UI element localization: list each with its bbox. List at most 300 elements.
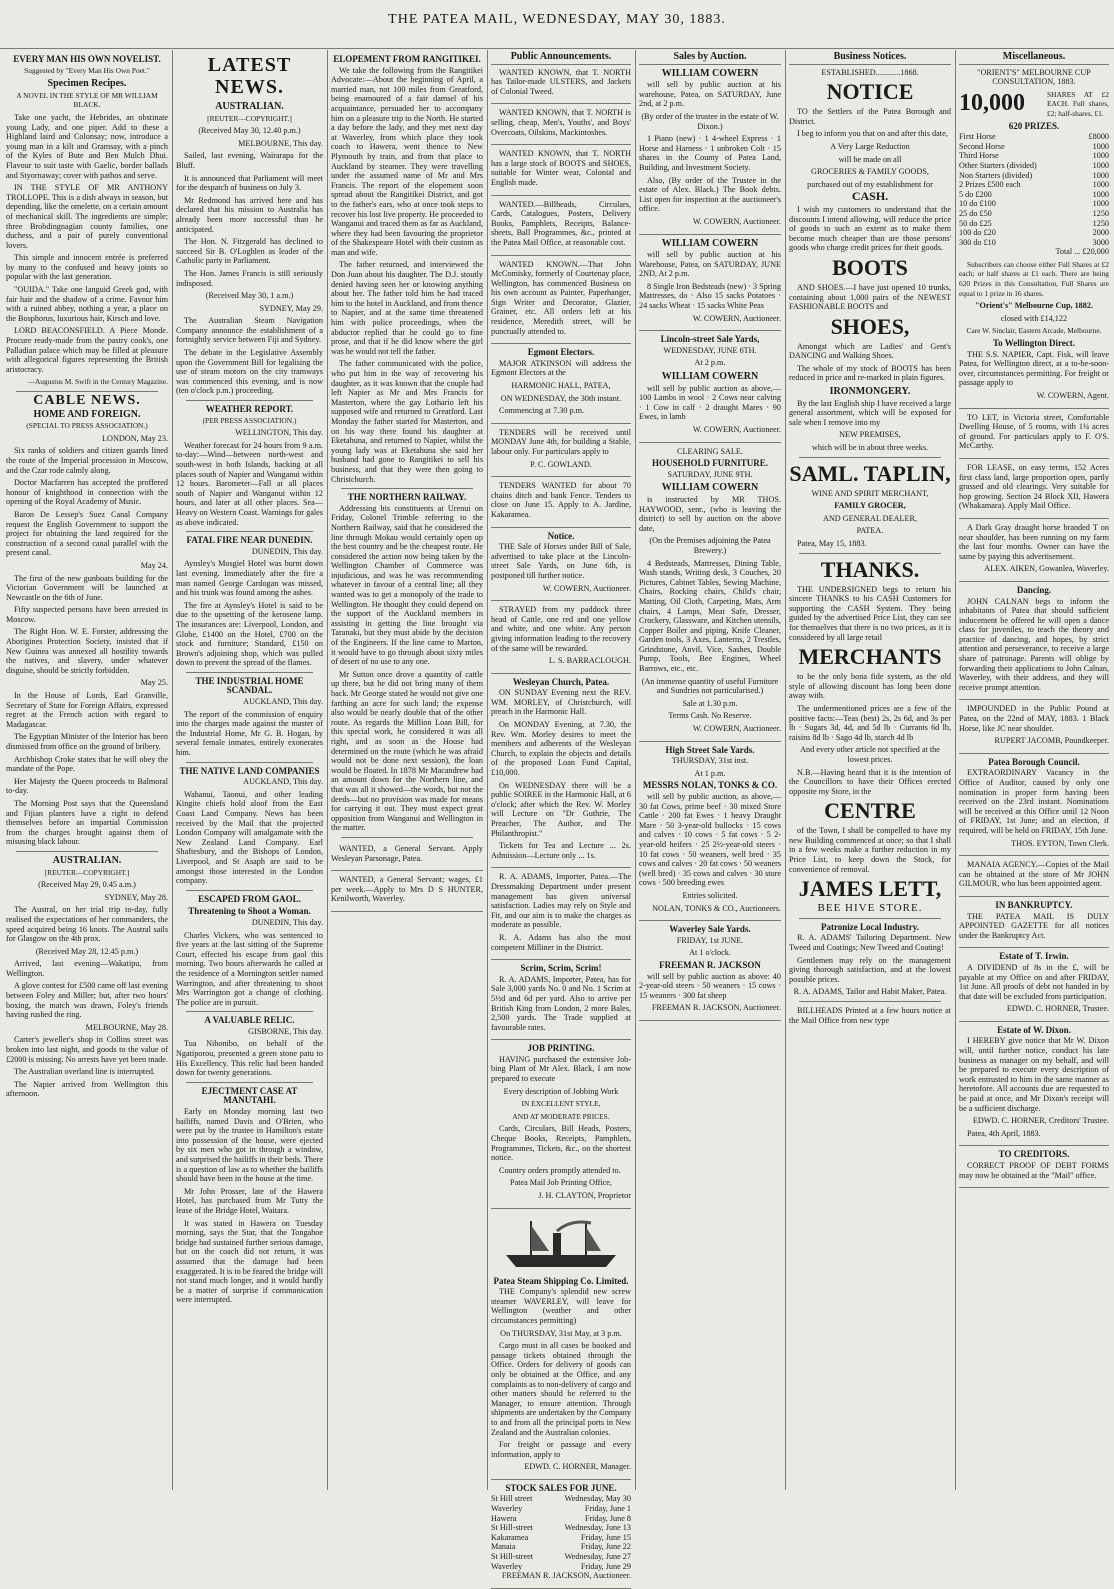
- paragraph: The whole of my stock of BOOTS has been reduced in price and re-marked in plain figures.: [789, 363, 951, 383]
- paragraph: At 1 p.m.: [694, 768, 726, 778]
- paragraph: Tickets for Tea and Lecture ... 2s. Admission—Lecture only ... 1s.: [491, 841, 631, 860]
- stock-row-value: Friday, June 22: [580, 1542, 631, 1552]
- section-heading: THE NATIVE LAND COMPANIES: [179, 765, 320, 776]
- paragraph: The father communicated with the police, who put him in the way of recovering his daughter, as it was known that the couple had left Napier as Mr and Mrs Francis for Masterton, where the gay Lothario left his supposed wife and returned to Greatford. Last Monday the father started for Masterton, and on his way there found his daughter at Eketahuna, and returned to Napier, whilst the young lady was at Eketahuna she said her husband had gone to Rangitikei to sell his business, and that they were then going to Christchurch.: [331, 359, 483, 484]
- ad: [491, 481, 631, 527]
- ad: [491, 1484, 631, 1589]
- ad-heading: High Street Sale Yards.: [665, 744, 755, 755]
- paragraph: WANTED KNOWN.—That John McComisky, formerly of Courtenay place, Wellington, has commenced Business on his own account as Painter, Paperhanger, Sign Writer and Decorator, Glazier, Grainer, etc. All orders left at his residence, Meredith street, will be punctually attended to.: [491, 259, 631, 336]
- signature: J. H. CLAYTON, Proprietor: [538, 1191, 631, 1200]
- stock-row-label: Manaia: [491, 1542, 516, 1552]
- column-rule: [327, 50, 328, 1490]
- paragraph: Archbishop Croke states that he will obey the mandate of the Pope.: [6, 754, 168, 774]
- separator: [16, 391, 158, 392]
- paragraph: BILLHEADS Printed at a few hours notice at the Mail Office from new type: [789, 1006, 951, 1025]
- column-rule: [635, 50, 636, 1490]
- prize-row: [959, 219, 1109, 229]
- paragraph: THE UNDERSIGNED begs to return his sincere THANKS to his CASH Customers for supporting the CASH System. They being guided by the advertised Price List, they can see for themselves that there is no two prices, as it is considered by all large retail: [789, 584, 951, 642]
- paragraph: The father returned, and interviewed the Don Juan about his daughter. The D.J. stoutly denied having seen her or knowing anything about her. The father told him he had traced him to the hotel in Auckland, and from thence to Napier, and at the same time threatened him with police proceedings, when the abductor replied that he could go to fine prose, and that if he did know where the girl was he would not tell the father.: [331, 260, 483, 356]
- paragraph: Amongst which are Ladies' and Gent's DANCING and Walking Shoes.: [789, 341, 951, 361]
- dateline: May 25.: [140, 678, 168, 688]
- ad-heading: IN BANKRUPTCY.: [995, 899, 1073, 910]
- paragraph: A Dark Gray draught horse branded T on near shoulder, has been running on my farm the last four months. Owner can have the same by paying this advertisement.: [959, 522, 1109, 561]
- paragraph: is instructed by MR THOS. HAYWOOD, senr., (who is leaving the district) to sell by auction on the above date,: [639, 494, 781, 533]
- dateline: SYDNEY, May 28.: [104, 892, 168, 902]
- prize-row-label: Non Starters (divided): [959, 170, 1033, 180]
- ad-heading: Notice.: [547, 530, 575, 541]
- ad: [639, 746, 781, 922]
- prize-row-value: 1250: [1092, 208, 1109, 218]
- separator: [799, 457, 941, 458]
- paragraph: A glove contest for £500 came off last evening between Foley and Miller; but, after two hours' boxing, the match was drawn, Foley's friends having rushed the ring.: [6, 981, 168, 1020]
- stock-row: [491, 1552, 631, 1562]
- ad-heading: To Wellington Direct.: [992, 338, 1076, 349]
- paragraph: closed with £14,122: [1000, 313, 1068, 323]
- paragraph: Addressing his constituents at Urenui on Friday, Colonel Trimble referring to the Northern Railway, said that he considered the line through Mokau would certainly open up the best country and be the cheapest route. He considered the action now being taken by the Wellington Chamber of Commerce was injudicious, and was he was recommending whatever in favour of a central line; all they wanted was to get a monopoly of the trade to Wellington. He thought they could depend on the support of the Auckland members in assisting in getting the line brought via Taranaki, but they must abide by the decision of the Engineers. If the line came to Marton, it would have to go through about sixty miles of desert of no use to any one.: [331, 503, 483, 667]
- dateline: WELLINGTON, This day.: [235, 428, 323, 438]
- column-heading: Business Notices.: [789, 52, 951, 65]
- paragraph: WANTED.—Billheads, Circulars, Cards, Catalogues, Posters, Delivery Books, Pamphlets, Receipts, Balance-sheets, Ball Programmes, &c., printed at the Patea Mail Office, at reasonable cost.: [491, 199, 631, 247]
- ad: [491, 68, 631, 105]
- paragraph: The undermentioned prices are a few of the positive facts:—Teas (best) 2s, 2s 6d, and 3s per lb · Sugars 3d, 4d, and 5d lb · Currants 6d lb, raisins 8d lb · Sago 4d lb, starch 4d lb: [789, 703, 951, 742]
- prize-row: [959, 228, 1109, 238]
- signature: FREEMAN R. JACKSON, Auctioneer.: [651, 1003, 781, 1013]
- prize-row: [959, 199, 1109, 209]
- paragraph: SATURDAY, JUNE 9TH.: [667, 469, 753, 479]
- paragraph: (By order of the trustee in the estate of W. Dixon.): [641, 111, 779, 131]
- stock-sales-list: [491, 1494, 631, 1571]
- ad: [959, 586, 1109, 701]
- paragraph: ON SUNDAY Evening next the REV. WM. MORLEY, of Christchurch, will preach in the Harmonic Hall.: [491, 688, 631, 717]
- cable-news-heading: CABLE NEWS.: [33, 393, 141, 408]
- paragraph: Fifty suspected persons have been arrested in Moscow.: [6, 605, 168, 624]
- paragraph: HAVING purchased the extensive Job-bing Plant of Mr Alex. Black, I am now prepared to execute: [491, 1054, 631, 1084]
- stock-row-value: Friday, June 15: [580, 1532, 631, 1542]
- ad: [959, 704, 1109, 753]
- signature: EDWD. C. HORNER, Manager.: [524, 1462, 631, 1472]
- separator: [186, 890, 313, 891]
- paragraph: This simple and innocent entrée is preferred by many to the confused and heavy joints so popular with the last generation.: [6, 253, 168, 282]
- paragraph: Arrived, last evening—Wakatipu, from Wellington.: [6, 959, 168, 978]
- paragraph: Baron De Lessep's Suez Canal Company request the English Government to support the project for obtaining the land required for the construction of a second canal parallel with the present canal.: [6, 509, 168, 558]
- display-heading: THANKS.: [820, 556, 920, 582]
- ad: [491, 1044, 631, 1208]
- display-heading: SHOES,: [830, 313, 910, 339]
- credit: (PER PRESS ASSOCIATION.): [202, 415, 297, 425]
- stock-row-value: Friday, June 8: [584, 1513, 631, 1523]
- stock-row-label: St Hill-street: [491, 1523, 534, 1533]
- paragraph: By the last English ship I have received a large general assortment, which will be exposed for sale when I remove into my: [789, 398, 951, 427]
- paragraph: Six ranks of soldiers and citizen guards lined the route of the Imperial procession in Moscow, and the Czar rode calmly along.: [6, 446, 168, 475]
- paragraph: A Very Large Reduction: [830, 141, 910, 151]
- paragraph: AND AT MODERATE PRICES.: [512, 1111, 610, 1121]
- separator: [16, 851, 158, 852]
- separator: [186, 1082, 313, 1083]
- paragraph: IN EXCELLENT STYLE,: [521, 1099, 601, 1109]
- ad: [491, 260, 631, 345]
- ad-heading: MESSRS NOLAN, TONKS & CO.: [642, 780, 778, 791]
- dateline: AUCKLAND, This day.: [243, 697, 323, 707]
- ad: [639, 335, 781, 442]
- ad: [959, 413, 1109, 459]
- prize-list: [959, 132, 1109, 247]
- column-rule: [955, 50, 956, 1490]
- stock-row-value: Wednesday, June 27: [564, 1552, 631, 1562]
- signature: W. COWERN, Auctioneer.: [692, 724, 781, 734]
- signature: NOLAN, TONKS & CO., Auctioneers.: [652, 903, 781, 913]
- stock-row-value: Wednesday, June 13: [564, 1523, 631, 1533]
- paragraph: ESTABLISHED............1868.: [821, 67, 919, 77]
- prize-row-value: 3000: [1092, 237, 1109, 247]
- dateline: DUNEDIN, This day.: [251, 917, 323, 927]
- paragraph: The debate in the Legislative Assembly upon the Government Bill for legalising the use of steam motors on the city tramways was commenced this evening, and is now (ten o'clock p.m.) proceeding.: [176, 348, 323, 396]
- paragraph: JOHN CALNAN begs to inform the inhabitants of Patea that should sufficient inducement be offered he will open a dance class for juveniles, to teach the theory and practice of dancing, and hopes, by strict attention and perseverance, to receive a large share of patronage. Parents will oblige by forwarding their applications to John Calnan, Waverley, with their address, and they will receive prompt attention.: [959, 596, 1109, 692]
- separator: [186, 531, 313, 532]
- display-heading: MERCHANTS: [798, 644, 942, 670]
- prize-row: [959, 171, 1109, 181]
- ad: [959, 1150, 1109, 1188]
- paragraph: Commencing at 7.30 p.m.: [499, 406, 585, 416]
- column-5: [639, 52, 781, 1492]
- paragraph: THURSDAY, 31st inst.: [671, 756, 749, 766]
- ad: [959, 758, 1109, 856]
- ad-heading: WILLIAM COWERN: [661, 371, 759, 383]
- paragraph: "ORIENT'S" MELBOURNE CUP CONSULTATION, 1883.: [977, 67, 1091, 87]
- paragraph: R. A. ADAMS, Importer, Patea, has for Sale 3,000 yards No. 0 and No. 1 Scrim at 5½d and 6d per yard. Also to arrive per British King from London, 2 more Bales, 2,500 yards. The Trade supplied at favourable rates.: [491, 974, 631, 1032]
- paragraph: TO the Settlers of the Patea Borough and District.: [789, 107, 951, 126]
- paragraph: The Hon. N. Fitzgerald has declined to succeed Sir B. O'Loghlen as leader of the Catholic party in Parliament.: [176, 237, 323, 266]
- column-7: [959, 52, 1109, 1492]
- ad-heading: Waverley Sale Yards.: [669, 924, 751, 935]
- stock-row: [491, 1542, 631, 1552]
- paragraph: (An immense quantity of useful Furniture and Sundries not particularised.): [641, 676, 779, 696]
- display-heading: JAMES LETT,: [798, 876, 942, 902]
- paragraph: Subscribers can choose either Full Shares at £2 each; or half shares at £1 each. There are being 620 Prizes in this Consultation, Full Shares are equal to 1 prize in 16 shares.: [959, 259, 1109, 298]
- paragraph: NEW PREMISES,: [839, 430, 901, 440]
- article-title: EVERY MAN HIS OWN NOVELIST.: [13, 54, 161, 64]
- paragraph: TENDERS will be received until MONDAY June 4th, for building a Stable, labour only. For particulars apply to: [491, 427, 631, 456]
- separator: [341, 837, 473, 838]
- stock-row: [491, 1494, 631, 1504]
- prize-row-value: 1000: [1092, 151, 1109, 161]
- paragraph: The Hon. James Francis is still seriously indisposed.: [176, 268, 323, 288]
- display-heading: BOOTS: [832, 254, 908, 280]
- prize-row-value: 1000: [1092, 160, 1109, 170]
- paragraph: LORD BEACONSFIELD. A Piece Monde. Procure ready-made from the pastry cook's, one Palladian palace which may be filled at pleasure with allegorical figures representing the British aristocracy.: [6, 326, 168, 374]
- masthead-title: THE PATEA MAIL, WEDNESDAY, MAY 30, 1883.: [388, 12, 726, 27]
- prize-row: [959, 190, 1109, 200]
- ad: [491, 532, 631, 602]
- paragraph: On THURSDAY, 31st May, at 3 p.m.: [500, 1328, 622, 1338]
- paragraph: "OUIDA." Take one languid Greek god, with fair hair and the shadow of a crime. Favour him with a ruined abbey, nothing a year, a place on the Bosphorus, luxurious hair, Kirsch and love.: [6, 285, 168, 323]
- paragraph: Cargo must in all cases be booked and passage tickets obtained through the Office. Orders for delivery of goods can only be obtained at the Office, and any complaints as to non-delivery of cargo and other matters should be referred to the Manager, to ensure attention. Through shipments are undertaken by the Company to and from all the principal ports in New Zealand and the Australian colonies.: [491, 1341, 631, 1437]
- prize-row-label: 300 do £10: [959, 237, 996, 247]
- shares-note: SHARES AT £2 EACH. Full shares, £2; half-shares, £1.: [1047, 89, 1109, 118]
- signature: EDWD. C. HORNER, Trustee.: [1006, 1004, 1109, 1014]
- ad-heading: FREEMAN R. JACKSON: [659, 959, 761, 970]
- stock-row-label: St Hill street: [491, 1494, 533, 1504]
- stock-row-label: St Hill-street: [491, 1552, 534, 1562]
- paragraph: A DIVIDEND of 8s in the £, will be payable at my Office on and after FRIDAY, 1st June. All proofs of debt not handed in by that date will be excluded from participation.: [959, 962, 1109, 1001]
- section-heading: ELOPEMENT FROM RANGITIKEI.: [333, 54, 481, 64]
- paragraph: IN THE STYLE OF MR ANTHONY TROLLOPE. This is a dish always in season, but depending, like the omelette, on a certain amount of mechanical skill. The ingredients are simple; three Brobdingnagian county families, one duchess, and a pair of purely conventional lovers.: [6, 183, 168, 250]
- separator: [186, 762, 313, 763]
- paragraph: MAJOR ATKINSON will address the Egmont Electors at the: [491, 358, 631, 378]
- paragraph: Sailed, last evening, Wairarapa for the Bluff.: [176, 151, 323, 170]
- separator: [186, 672, 313, 673]
- ad-heading: Scrim, Scrim, Scrim!: [520, 963, 602, 974]
- received-line: (Received May 28, 12.45 p.m.): [35, 946, 139, 956]
- paragraph: purchased out of my establishment for: [807, 179, 933, 189]
- paragraph: WANTED, a General Servant; wages, £1 per week.—Apply to Mrs D S HUNTER, Kenilworth, Waverley.: [331, 875, 483, 904]
- column-rule: [785, 50, 786, 1490]
- signature: ALEX. AIKEN, Gowanlea, Waverley.: [984, 564, 1109, 574]
- section-heading: EJECTMENT CASE AT MANUTAHI.: [201, 1085, 298, 1106]
- prize-row-label: 2 Prizes £500 each: [959, 180, 1021, 190]
- signature: W. COWERN, Auctioneer.: [692, 425, 781, 434]
- prize-row: [959, 151, 1109, 161]
- paragraph: R. A. ADAMS, Importer, Patea.—The Dressmaking Department under present management has given universal satisfaction. Ladies may rely on Style and Fit, and our aim is to make the charges as moderate as possible.: [491, 872, 631, 930]
- wanted-ad: [331, 844, 483, 871]
- signature: L. S. BARRACLOUGH.: [548, 656, 631, 666]
- ad: [491, 872, 631, 960]
- paragraph: which will be in about three weeks.: [811, 443, 929, 453]
- ad: [491, 348, 631, 424]
- attribution: —Augustus M. Swift in the Century Magazine.: [27, 377, 168, 387]
- signature: W. COWERN, Auctioneer.: [692, 313, 781, 323]
- credit: [REUTER—COPYRIGHT.]: [207, 113, 292, 123]
- paragraph: Weather forecast for 24 hours from 9 a.m. to-day:—Wind—between north-west and south-west in both Islands, backing at all places south of Napier and Wanganui within 12 hours. Barometer—Fall at all places south of Napier and Wanganui within 12 hours, and later at all other places. Sea—Heavy on Western Coast. Warnings for gales as above indicated.: [176, 440, 323, 527]
- signature: FREEMAN R. JACKSON, Auctioneer.: [501, 1571, 631, 1581]
- ad-heading: Patronize Local Industry.: [820, 921, 920, 932]
- paragraph: For freight or passage and every information, apply to: [491, 1440, 631, 1459]
- paragraph: 4 Bedsteads, Mattresses, Dining Table, Wash stands, Writing desk, 3 Couches, 20 Pictures, Cabinet Tables, Sewing Machine, Chairs, Rocking chairs, Child's chair, Matting, Oil Cloth, Carpeting, Mats, Arm chairs, 4 Lamps, Meat Safe, Dresser, Crockery, Glassware, and Kitchen utensils, Copper Boiler and piping, Knife Cleaner, Garden tools, 3 Axes, Lanterns, 2 Trestles, Grindstone, Anvil, Vice, Sashes, Double Pump, Tools, Bee Engines, Wheel Barrows, etc., etc.: [639, 558, 781, 674]
- prize-row-label: First Horse: [959, 132, 996, 142]
- column-1: [6, 52, 168, 1492]
- ad-heading: Wesleyan Church, Patea.: [512, 676, 610, 687]
- paragraph: CORRECT PROOF OF DEBT FORMS may now be obtained at the "Mail" office.: [959, 1161, 1109, 1180]
- section-heading: Specimen Recipes.: [47, 78, 127, 90]
- stock-row-value: Wednesday, May 30: [564, 1494, 631, 1504]
- paragraph: On WEDNESDAY there will be a public SOIREE in the Harmonic Hall, at 6 o'clock; after which the Rev. W. Morley will Lecture on "Dr Guthrie, The Preacher, The Author, and The Philanthropist.": [491, 780, 631, 838]
- paragraph: BEE HIVE STORE.: [817, 902, 923, 915]
- ad: [639, 447, 781, 742]
- paragraph: AND SHOES.—I have just opened 10 trunks, containing about 1,000 pairs of the NEWEST FASHIONABLE BOOTS and: [789, 282, 951, 312]
- paragraph: STRAYED from my paddock three head of Cattle, one red and one yellow and white, and one white. Any person giving information leading to the recovery of the same will be rewarded.: [491, 605, 631, 653]
- prize-row: [959, 132, 1109, 142]
- paragraph: FRIDAY, 1st JUNE.: [676, 935, 744, 945]
- prize-row-value: 1250: [1092, 218, 1109, 228]
- dateline: DUNEDIN, This day.: [251, 546, 323, 556]
- paragraph: On MONDAY Evening, at 7.30, the Rev. Wm. Morley desires to meet the members and adherents of the Wesleyan Church, to explain the objects and details of the proposed Loan Fund Capital, £10,000.: [491, 720, 631, 778]
- paragraph: It is announced that Parliament will meet for the despatch of business on July 3.: [176, 173, 323, 193]
- paragraph: ON WEDNESDAY, the 30th instant.: [500, 393, 622, 403]
- paragraph: WINE AND SPIRIT MERCHANT,: [811, 488, 929, 498]
- section-heading: A VALUABLE RELIC.: [204, 1015, 295, 1026]
- prize-row-label: 5 do £200: [959, 189, 992, 199]
- prize-row-value: £8000: [1088, 132, 1109, 142]
- paragraph: Sale at 1.30 p.m.: [682, 698, 738, 708]
- prize-row-label: Third Horse: [959, 151, 999, 161]
- masthead: [0, 4, 1114, 32]
- ad-heading: HOUSEHOLD FURNITURE.: [651, 458, 768, 469]
- display-heading: CENTRE: [824, 798, 916, 824]
- paragraph: And every other article not specified at the lowest prices.: [800, 745, 940, 764]
- top-rule: [0, 48, 1114, 49]
- paragraph: Mr Redmond has arrived here and has declared that his mission to Australia has already been more successful than he anticipated.: [176, 195, 323, 234]
- ad-heading: WILLIAM COWERN: [661, 67, 759, 79]
- ad: [959, 952, 1109, 1022]
- ad-heading: Dancing.: [1016, 584, 1052, 595]
- paragraph: Entries solicited.: [682, 890, 738, 900]
- paragraph: Take one yacht, the Hebrides, an obstinate young Lady, and one piper. Add to these a Highland laird and Colonsay; now, introduce a young man in a kilt and Gramsay, with a pinch of the Kyles of Bute and Ben Mulch Dhui. Flavour to suit taste with Gaelic, border ballads and Styornaway; cover with pathos and serve.: [6, 112, 168, 180]
- prize-row-label: Second Horse: [959, 141, 1005, 151]
- paragraph: THE Sale of Horses under Bill of Sale, advertised to take place at the Lincoln-street Sale Yards, on June 6th, is postponed till further notice.: [491, 542, 631, 580]
- ad: [959, 1026, 1109, 1147]
- paragraph: HARMONIC HALL, PATEA,: [511, 381, 611, 391]
- paragraph: Country orders promptly attended to.: [499, 1165, 621, 1175]
- paragraph: WEDNESDAY, JUNE 6TH.: [663, 345, 757, 355]
- ad: [491, 108, 631, 145]
- prize-row-value: 1000: [1092, 180, 1109, 190]
- separator: [799, 553, 941, 554]
- prize-row-value: 1000: [1092, 170, 1109, 180]
- ad: [491, 964, 631, 1040]
- paragraph: will be made on all: [838, 154, 902, 164]
- paragraph: Gentlemen may rely on the management giving thorough satisfaction, and at the lowest possible prices.: [789, 955, 951, 984]
- paragraph: It was stated in Hawera on Tuesday morning, says the Star, that the Tongahoe bridge had sustained further serious damage, but on the coach did not return, it was assumed that the damage had been exaggerated. It is to be feared the bridge will not stand much longer, and it would hardly be a matter of surprise if communication were interrupted.: [176, 1218, 323, 1305]
- separator: [186, 400, 313, 401]
- ad: [959, 860, 1109, 897]
- paragraph: Patea, May 15, 1883.: [797, 539, 867, 548]
- ad: [959, 339, 1109, 409]
- prizes-heading: 620 PRIZES.: [1008, 120, 1060, 131]
- stock-row: [491, 1562, 631, 1572]
- paragraph: The fire at Aynsley's Hotel is said to be due to the upsetting of the kerosene lamp. The insurances are: Liverpool, London, and Globe, £1400 on the Hotel, £700 on the stock and furniture; Standard, £150 on Brown's adjoining shop, which was pulled down to prevent the spread of the flames.: [176, 600, 323, 668]
- paragraph: I beg to inform you that on and after this date,: [797, 129, 948, 139]
- prize-row-value: 1000: [1092, 199, 1109, 209]
- dateline: May 24.: [140, 560, 168, 570]
- ad: [491, 428, 631, 477]
- paragraph: Care W. Sinclair, Eastern Arcade, Melbourne.: [966, 326, 1102, 336]
- paragraph: Patea Mail Job Printing Office,: [510, 1178, 612, 1188]
- dateline: GISBORNE, This day.: [248, 1026, 323, 1036]
- paragraph: The Australian Steam Navigation Company announce the establishment of a fortnightly service between Fiji and Sydney.: [176, 316, 323, 345]
- paragraph: We take the following from the Rangitikei Advocate:—About the beginning of April, a married man, not 100 miles from Greatford, being enamoured of a fair damsel of his acquaintance, persuaded her to accompany him on a pleasure trip to the North. He started a day before the lady, and they met next day at Waverley, from which place they took coach to Hawera, went thence to New Plymouth by train, and from that place to Auckland by steamer. They were travelling under the assumed name of Mr and Mrs Francis. The report of the elopement soon spread about the Rangitikei District, and got to the father's ears, who at once took steps to recover his lost live property. He proceeded to Wanganui and traced them as far as Auckland, where they had been favouring the proprietor of the Shakespeare Hotel with their custom as man and wife.: [331, 65, 483, 257]
- ad: [491, 678, 631, 869]
- wanted-ad: [331, 875, 483, 912]
- ad-heading: TO CREDITORS.: [998, 1149, 1070, 1160]
- column-heading: Public Announcements.: [491, 52, 631, 65]
- prize-row: [959, 180, 1109, 190]
- paragraph: THE PATEA MAIL IS DULY APPOINTED GAZETTE for all notices under the Bankruptcy Act.: [959, 911, 1109, 940]
- signature: W. COWERN, Auctioneer.: [542, 583, 631, 593]
- ad-heading: Patea Steam Shipping Co. Limited.: [493, 1275, 629, 1286]
- paragraph: MANAIA AGENCY.—Copies of the Mail can be obtained at the store of Mr JOHN GILMOUR, who has been appointed agent.: [959, 860, 1109, 889]
- paragraph: CLEARING SALE.: [677, 446, 743, 456]
- dateline: SYDNEY, May 29.: [259, 303, 323, 313]
- prize-row-label: Other Starters (divided): [959, 160, 1037, 170]
- paragraph: The Egyptian Minister of the Interior has been dismissed from office on the ground of bribery.: [6, 732, 168, 751]
- paragraph: At 1 o'clock.: [689, 948, 731, 958]
- paragraph: WANTED KNOWN, that T. NORTH has Tailor-made ULSTERS, and Jackets of Colonial Tweed.: [491, 67, 631, 96]
- credit: (SPECIAL TO PRESS ASSOCIATION.): [26, 421, 148, 431]
- display-heading: NOTICE: [826, 79, 914, 105]
- ad: [491, 1213, 631, 1480]
- paragraph: At 2 p.m.: [694, 358, 726, 368]
- paragraph: 1 Piano (new) · 1 4-wheel Express · 1 Horse and Harness · 1 unbroken Colt · 15 shares in the County of Patea Land, Building, and Investment Society.: [639, 134, 781, 172]
- signature: W. COWERN, Auctioneer.: [692, 216, 781, 226]
- column-6: [789, 52, 951, 1492]
- separator: [186, 1011, 313, 1012]
- stock-row-label: Kakaramea: [491, 1532, 529, 1542]
- paragraph: IMPOUNDED in the Public Pound at Patea, on the 22nd of MAY, 1883. 1 Black Horse, like JC near shoulder.: [959, 704, 1109, 733]
- paragraph: GROCERIES & FAMILY GOODS,: [811, 167, 929, 177]
- section-heading: THE NORTHERN RAILWAY.: [347, 492, 467, 503]
- signature: THOS. EYTON, Town Clerk.: [1011, 838, 1109, 848]
- section-heading: WEATHER REPORT.: [205, 404, 294, 415]
- stock-row-label: Waverley: [491, 1504, 523, 1514]
- ad: [959, 463, 1109, 519]
- stock-row: [491, 1504, 631, 1514]
- paragraph: (On the Premises adjoining the Patea Brewery.): [649, 536, 771, 555]
- column-3: [331, 52, 483, 1492]
- paragraph: N.B.—Having heard that it is the intention of the Councillors to have their Offices erected opposite my Store, in the: [789, 767, 951, 796]
- signature: W. COWERN, Agent.: [1036, 391, 1109, 400]
- paragraph: Charles Vickers, who was sentenced to five years at the last sitting of the Supreme Court, effected his escape from gaol this morning. Two hours afterwards he called at the residence of a Mornington settler named Warrington, and after threatening to shoot Mrs Warrington got a change of clothing. The police are in pursuit.: [176, 930, 323, 1007]
- prize-row-label: 25 do £50: [959, 208, 992, 218]
- column-rule: [487, 50, 488, 1490]
- paragraph: TENDERS WANTED for about 70 chains ditch and bank Fence. Tenders to close on June 15. Apply to A. Jardine, Kakaramea.: [491, 481, 631, 519]
- steamship-icon: [501, 1213, 621, 1273]
- column-4: [491, 51, 631, 1581]
- paragraph: 8 Single Iron Bedsteads (new) · 3 Spring Mattresses, do · Also 15 sacks Potatoes · 24 sacks Wheat · 15 sacks White Peas: [639, 281, 781, 311]
- paragraph: FAMILY GROCER,: [834, 501, 906, 511]
- section-heading: FATAL FIRE NEAR DUNEDIN.: [186, 535, 313, 546]
- paragraph: Tua Nihonibo, on behalf of the Ngatiporou, presented a green stone patu to His Excellency. This relic had been handed down for twenty generations.: [176, 1039, 323, 1078]
- paragraph: Her Majesty the Queen proceeds to Balmoral to-day.: [6, 776, 168, 796]
- paragraph: TO LET, in Victoria street, Comfortable Dwelling House, of 5 rooms, with 1¼ acres of ground. For particulars apply to F. O'S. McCarthy.: [959, 412, 1109, 451]
- prize-row-label: 10 do £100: [959, 199, 996, 209]
- credit: [REUTER—COPYRIGHT.]: [44, 867, 130, 877]
- section-heading: AUSTRALIAN.: [215, 101, 284, 112]
- paragraph: Doctor Macfarren has accepted the proffered honour of knighthood in connection with the opening of the Royal Academy of Music.: [6, 478, 168, 507]
- paragraph: Aynsley's Mosgiel Hotel was burnt down last evening. Immediately after the fire a man named George Cardogan was missed, and his trunk was found among the ashes.: [176, 559, 323, 598]
- paragraph: A NOVEL IN THE STYLE OF MR WILLIAM BLACK.: [16, 90, 158, 110]
- column-heading: Miscellaneous.: [959, 52, 1109, 65]
- paragraph: to be the only bona fide system, as the old style of allowing discount has long been done away with.: [789, 672, 951, 701]
- stock-row: [491, 1533, 631, 1543]
- paragraph: PATEA.: [856, 526, 884, 536]
- paragraph: of the Town, I shall be compelled to have my new Building commenced at once; so that I shall in a few weeks make a further reduction in my Price List, to keep down the Stock, for convenience of removal.: [789, 826, 951, 874]
- shares-count: 10,000: [959, 90, 1025, 117]
- stock-row-label: Waverley: [491, 1561, 523, 1571]
- section-heading: HOME AND FOREIGN.: [33, 408, 141, 420]
- ad: [639, 69, 781, 235]
- ad-heading: Estate of W. Dixon.: [997, 1024, 1071, 1035]
- paragraph: "Orient's" Melbourne Cup, 1882.: [974, 301, 1094, 311]
- prize-row: [959, 142, 1109, 152]
- prize-row: [959, 161, 1109, 171]
- paragraph: WANTED, a General Servant. Apply Wesleyan Parsonage, Patea.: [331, 843, 483, 863]
- dateline: AUCKLAND, This day.: [243, 777, 323, 787]
- ad: [491, 149, 631, 195]
- separator: [799, 918, 941, 919]
- paragraph: The report of the commission of enquiry into the charges made against the master of the Industrial Home, Mr G. B. Hogan, by several female inmates, entirely exonerates him.: [176, 709, 323, 758]
- paragraph: The Right Hon. W. E. Forster, addressing the Aborigines Protection Society, insisted that if New Guinea was annexed all hostility towards the natives, and slavery, under whatever disguise, should be strictly forbidden.: [6, 627, 168, 675]
- received-line: (Received May 30, 12.40 p.m.): [198, 126, 301, 136]
- paragraph: will sell by public auction as above,—100 Lambs in wool · 2 Cows near calving · 1 Cow in calf · 2 draught Mares · 90 Ewes, in lamb: [639, 383, 781, 422]
